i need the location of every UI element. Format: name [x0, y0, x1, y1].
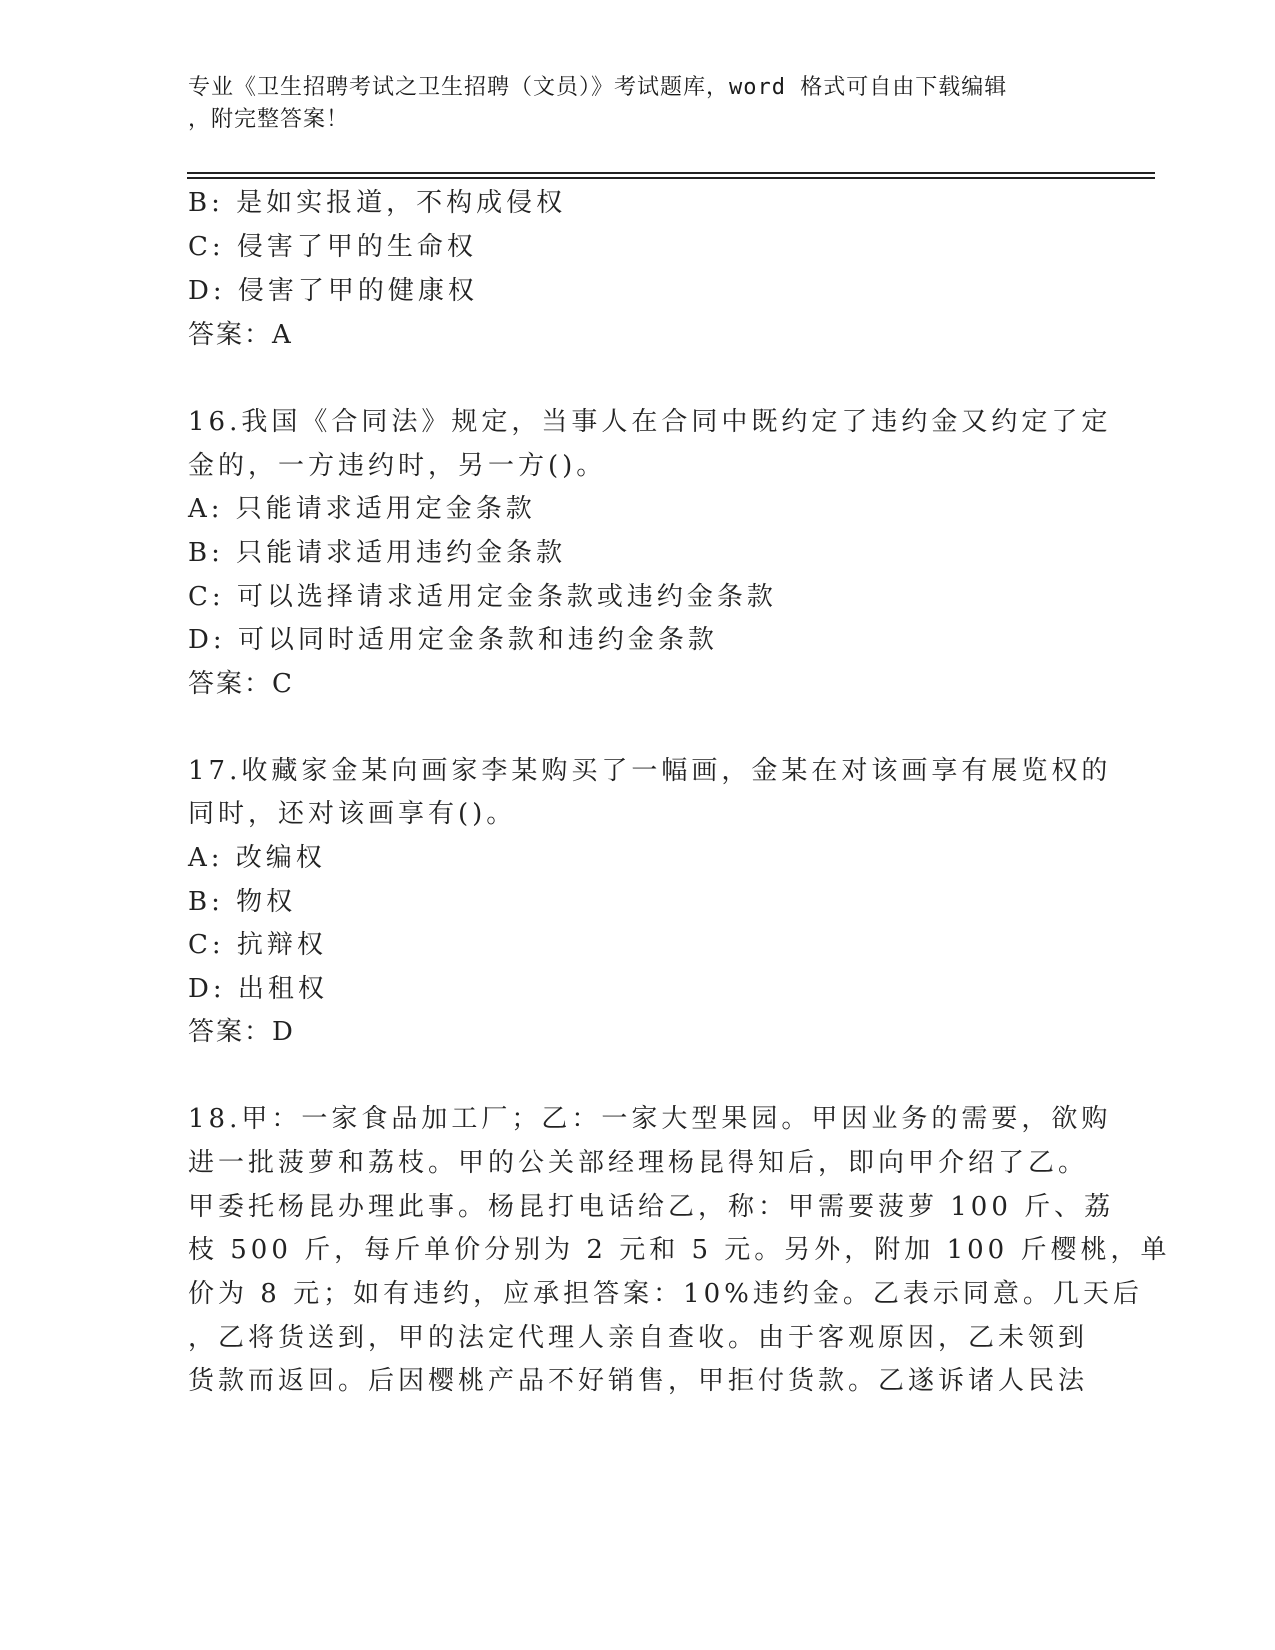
q15-option-b: B: 是如实报道，不构成侵权 — [188, 188, 567, 218]
q16-stem-line-2: 金的，一方违约时，另一方()。 — [188, 451, 607, 481]
q16-option-c: C: 可以选择请求适用定金条款或违约金条款 — [188, 582, 777, 612]
q17-stem-line-2: 同时，还对该画享有()。 — [188, 799, 517, 829]
q16-option-b: B: 只能请求适用违约金条款 — [188, 538, 567, 568]
q17-stem-line-1: 17.收藏家金某向画家李某购买了一幅画，金某在对该画享有展览权的 — [188, 756, 1112, 786]
q15-option-d: D: 侵害了甲的健康权 — [188, 276, 478, 306]
q15-option-c: C: 侵害了甲的生命权 — [188, 232, 477, 262]
q18-line-4: 枝 500 斤，每斤单价分别为 2 元和 5 元。另外，附加 100 斤樱桃，单 — [188, 1235, 1171, 1265]
q18-line-7: 货款而返回。后因樱桃产品不好销售，甲拒付货款。乙遂诉诸人民法 — [188, 1366, 1089, 1396]
q17-option-d: D: 出租权 — [188, 974, 328, 1004]
q18-line-2: 进一批菠萝和荔枝。甲的公关部经理杨昆得知后，即向甲介绍了乙。 — [188, 1148, 1089, 1178]
q18-line-5: 价为 8 元；如有违约，应承担答案：10%违约金。乙表示同意。几天后 — [188, 1279, 1143, 1309]
header-title-line-2: ，附完整答案！ — [188, 107, 350, 132]
q18-line-1: 18.甲：一家食品加工厂；乙：一家大型果园。甲因业务的需要，欲购 — [188, 1104, 1112, 1134]
q18-line-6: ，乙将货送到，甲的法定代理人亲自查收。由于客观原因，乙未领到 — [188, 1323, 1089, 1353]
q16-option-a: A: 只能请求适用定金条款 — [188, 494, 536, 524]
q16-stem-line-1: 16.我国《合同法》规定，当事人在合同中既约定了违约金又约定了定 — [188, 407, 1112, 437]
header-rule-bottom — [187, 177, 1155, 179]
q17-option-b: B: 物权 — [188, 887, 297, 917]
q16-answer: 答案：C — [188, 669, 294, 699]
q17-option-a: A: 改编权 — [188, 843, 326, 873]
header-title-line-1: 专业《卫生招聘考试之卫生招聘（文员）》考试题库，word 格式可自由下载编辑 — [188, 75, 1008, 100]
q15-answer: 答案：A — [188, 320, 293, 350]
q16-option-d: D: 可以同时适用定金条款和违约金条款 — [188, 625, 718, 655]
q17-option-c: C: 抗辩权 — [188, 930, 327, 960]
header-rule-top — [187, 172, 1155, 174]
q17-answer: 答案：D — [188, 1017, 295, 1047]
q18-line-3: 甲委托杨昆办理此事。杨昆打电话给乙，称：甲需要菠萝 100 斤、荔 — [188, 1192, 1115, 1222]
